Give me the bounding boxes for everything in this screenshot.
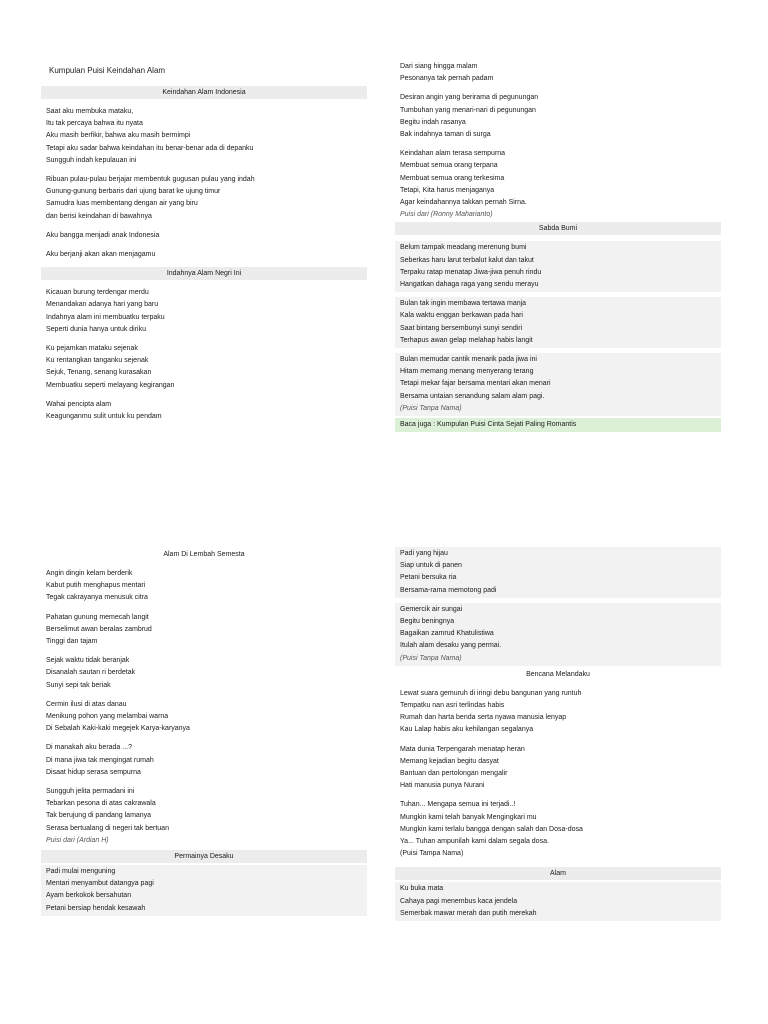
- poem-credit: Puisi dari (Ardian H): [46, 836, 109, 844]
- poem-line: Begitu beningnya: [400, 618, 455, 626]
- poem-line: Memang kejadian begitu dasyat: [400, 757, 499, 765]
- poem-line: Tetapi aku sadar bahwa keindahan itu benar-benar ada di depanku: [46, 144, 254, 152]
- poem-line: Aku masih berfikir, bahwa aku masih bermimpi: [46, 132, 191, 140]
- poem-credit: (Puisi Tanpa Nama): [400, 404, 462, 412]
- poem-line: Aku bangga menjadi anak Indonesia: [46, 231, 160, 239]
- poem-line: Tegak cakrayanya menusuk citra: [46, 594, 148, 602]
- read-also-link[interactable]: Baca juga : Kumpulan Puisi Cinta Sejati Paling Romantis: [395, 418, 721, 432]
- poem-line: Gemercik air sungai: [400, 605, 463, 613]
- poem-line: Tebarkan pesona di atas cakrawala: [46, 800, 156, 808]
- poem-line: Bagaikan zamrud Khatulistiwa: [400, 630, 494, 638]
- poem-line: Kau Lalap habis aku kehilangan segalanya: [400, 726, 534, 734]
- stanza: [395, 91, 721, 142]
- poem-line: Serasa bertualang di negeri tak bertuan: [46, 824, 169, 832]
- poem-line: Wahai pencipta alam: [46, 400, 112, 408]
- poem-line: Bulan memudar cantik menarik pada jiwa ini: [400, 356, 537, 364]
- poem-line: Menikung pohon yang melambai warna: [46, 713, 169, 721]
- poem-line: Tinggi dan tajam: [46, 638, 98, 646]
- stanza: [41, 785, 367, 848]
- poem-title: Bencana Melandaku: [526, 670, 590, 678]
- poem-line: Ku pejamkan mataku sejenak: [46, 345, 138, 353]
- poem-line: Indahnya alam ini membuatku terpaku: [46, 313, 165, 321]
- poem-line: Begitu indah rasanya: [400, 118, 466, 126]
- poem-line: Bersama-rama memotong padi: [400, 586, 497, 594]
- stanza: [395, 798, 721, 861]
- poem-column-bottom-right: [395, 547, 721, 926]
- poem-title: Permainya Desaku: [41, 850, 367, 863]
- poem-line: Siap untuk di panen: [400, 562, 462, 570]
- poem-line: Dari siang hingga malam: [400, 63, 478, 70]
- stanza: [395, 743, 721, 794]
- poem-line: Sunyi sepi tak beriak: [46, 681, 111, 689]
- poem-line: Ribuan pulau-pulau berjajar membentuk gugusan pulau yang indah: [46, 176, 255, 184]
- poem-line: Keagunganmu sulit untuk ku pendam: [46, 413, 162, 421]
- poem-line: Ya... Tuhan ampunilah kami dalam segala dosa.: [400, 838, 549, 846]
- poem-line: Keindahan alam terasa sempurna: [400, 150, 506, 158]
- poem-line: Sungguh jelita permadani ini: [46, 788, 135, 796]
- poem-line: Agar keindahannya takkan pernah Sirna.: [400, 199, 527, 207]
- poem-line: Seperti dunia hanya untuk diriku: [46, 325, 147, 333]
- poem-line: Desiran angin yang berirama di pegunungan: [400, 94, 539, 102]
- poem-line: Saat aku membuka mataku,: [46, 108, 134, 115]
- poem-line: Hitam memang menang menyerang terang: [400, 368, 534, 376]
- poem-line: Cermin ilusi di atas danau: [46, 700, 127, 708]
- stanza: [41, 698, 367, 737]
- poem-title: Sabda Bumi: [395, 222, 721, 235]
- stanza: [395, 297, 721, 348]
- poem-line: dan berisi keindahan di bawahnya: [46, 212, 152, 220]
- poem-title: Alam: [395, 867, 721, 880]
- stanza: [41, 741, 367, 780]
- poem-line: Petani bersuka ria: [400, 574, 457, 582]
- stanza: [41, 229, 367, 243]
- stanza: [395, 547, 721, 598]
- poem-line: Aku berjanji akan akan menjagamu: [46, 251, 156, 259]
- poem-line: Mentari menyambut datangya pagi: [46, 880, 154, 888]
- stanza: [41, 865, 367, 916]
- poem-line: Tetapi mekar fajar bersama mentari akan menari: [400, 380, 551, 388]
- poem-line: Ku rentangkan tanganku sejenak: [46, 357, 149, 365]
- poem-line: Lewat suara gemuruh di iringi debu bangunan yang runtuh: [400, 689, 582, 697]
- poem-line: Belum tampak meadang merenung bumi: [400, 244, 527, 252]
- poem-line: Menandakan adanya hari yang baru: [46, 301, 159, 309]
- poem-line: Terhapus awan gelap melahap habis langit: [400, 336, 533, 344]
- stanza: [395, 241, 721, 292]
- poem-credit: Puisi dari (Ronny Maharianto): [400, 211, 493, 219]
- stanza: [41, 248, 367, 262]
- poem-line: Bak indahnya taman di surga: [400, 131, 491, 139]
- stanza: [41, 654, 367, 693]
- poem-column-top-right: [395, 60, 721, 432]
- poem-column-bottom-left: [41, 548, 367, 921]
- poem-line: Rumah dan harta benda serta nyawa manusia lenyap: [400, 714, 567, 722]
- poem-column-top-left: [41, 86, 367, 429]
- poem-line: Itulah alam desaku yang permai.: [400, 642, 502, 650]
- poem-credit: (Puisi Tanpa Nama): [400, 654, 462, 662]
- poem-line: Di manakah aku berada ...?: [46, 744, 132, 752]
- page-title: Kumpulan Puisi Keindahan Alam: [49, 66, 166, 75]
- poem-line: Itu tak percaya bahwa itu nyata: [46, 120, 143, 128]
- poem-line: Tumbuhan yang menari-nari di pegunungan: [400, 106, 536, 114]
- stanza: [41, 567, 367, 606]
- poem-line: Pahatan gunung memecah langit: [46, 613, 149, 621]
- poem-title: Indahnya Alam Negri Ini: [41, 267, 367, 280]
- poem-line: Pesonanya tak pernah padam: [400, 75, 494, 83]
- poem-line: Di mana jiwa tak mengingat rumah: [46, 756, 154, 764]
- stanza: [395, 147, 721, 222]
- stanza: [41, 398, 367, 424]
- stanza: [395, 882, 721, 921]
- poem-line: Tuhan... Mengapa semua ini terjadi..!: [400, 801, 516, 809]
- poem-line: Bulan tak ingin membawa tertawa manja: [400, 300, 527, 308]
- stanza: [395, 603, 721, 666]
- stanza: [41, 173, 367, 224]
- stanza: [41, 286, 367, 337]
- poem-line: Semerbak mawar merah dan putih merekah: [400, 909, 537, 917]
- poem-line: Berselimut awan beralas zambrud: [46, 625, 152, 633]
- poem-line: Kabut putih menghapus mentari: [46, 582, 146, 590]
- stanza: [41, 611, 367, 650]
- poem-line: Tak berujung di pandang lamanya: [46, 812, 152, 820]
- poem-line: Bersama untaian senandung salam alam pagi.: [400, 392, 545, 400]
- poem-line: Padi yang hijau: [400, 550, 448, 557]
- poem-line: Seberkas haru larut terbalut kalut dan takut: [400, 256, 534, 264]
- poem-line: Disaat hidup serasa sempurna: [46, 768, 141, 776]
- poem-line: Sungguh indah kepulauan ini: [46, 156, 137, 164]
- poem-title: Keindahan Alam Indonesia: [41, 86, 367, 99]
- poem-line: Sejuk, Tenang, senang kurasakan: [46, 369, 152, 377]
- stanza: [41, 105, 367, 168]
- poem-line: Padi mulai menguning: [46, 868, 116, 876]
- poem-line: Ku buka mata: [400, 885, 444, 893]
- poem-line: Angin dingin kelam berderik: [46, 570, 133, 577]
- poem-line: Kicauan burung terdengar merdu: [46, 289, 149, 297]
- poem-line: Petani bersiap hendak kesawah: [46, 904, 146, 912]
- poem-line: Membuat semua orang terkesima: [400, 174, 505, 182]
- stanza: [41, 342, 367, 393]
- poem-line: Membuatku seperti melayang kegirangan: [46, 381, 175, 389]
- poem-line: Cahaya pagi menembus kaca jendela: [400, 897, 518, 905]
- poem-line: Sejak waktu tidak beranjak: [46, 657, 130, 665]
- poem-line: Ayam berkokok bersahutan: [46, 892, 132, 900]
- poem-line: Hati manusia punya Nurani: [400, 782, 485, 790]
- poem-line: Gunung-gunung berbaris dari ujung barat ke ujung timur: [46, 188, 221, 196]
- poem-line: Disanalah sautan ri berdetak: [46, 669, 136, 677]
- poem-line: Mungkin kami telah banyak Mengingkari mu: [400, 813, 537, 821]
- poem-line: Samudra luas membentang dengan air yang biru: [46, 200, 198, 208]
- poem-line: Terpaku ratap menatap Jiwa-jiwa penuh rindu: [400, 268, 542, 276]
- poem-line: Mungkin kami terlalu bangga dengan salah dan Dosa-dosa: [400, 825, 583, 833]
- poem-credit: (Puisi Tampa Nama): [400, 850, 464, 858]
- poem-line: Saat bintang bersembunyi sunyi sendiri: [400, 324, 523, 332]
- stanza: [395, 687, 721, 738]
- poem-line: Mata dunia Terpengarah menatap heran: [400, 745, 525, 753]
- poem-line: Bantuan dan pertolongan mengalir: [400, 770, 508, 778]
- poem-line: Membuat semua orang terpana: [400, 162, 498, 170]
- poem-line: Hangatkan dahaga raga yang sendu merayu: [400, 281, 539, 289]
- poem-line: Di Sebalah Kaki-kaki megejek Karya-karyanya: [46, 725, 190, 733]
- poem-line: Kala waktu enggan berkawan pada hari: [400, 312, 523, 320]
- poem-title: Alam Di Lembah Semesta: [163, 551, 245, 558]
- poem-line: Tempatku nan asri terlindas habis: [400, 702, 505, 710]
- poem-line: Tetapi, Kita harus menjaganya: [400, 186, 495, 194]
- stanza: [395, 60, 721, 86]
- stanza: [395, 353, 721, 416]
